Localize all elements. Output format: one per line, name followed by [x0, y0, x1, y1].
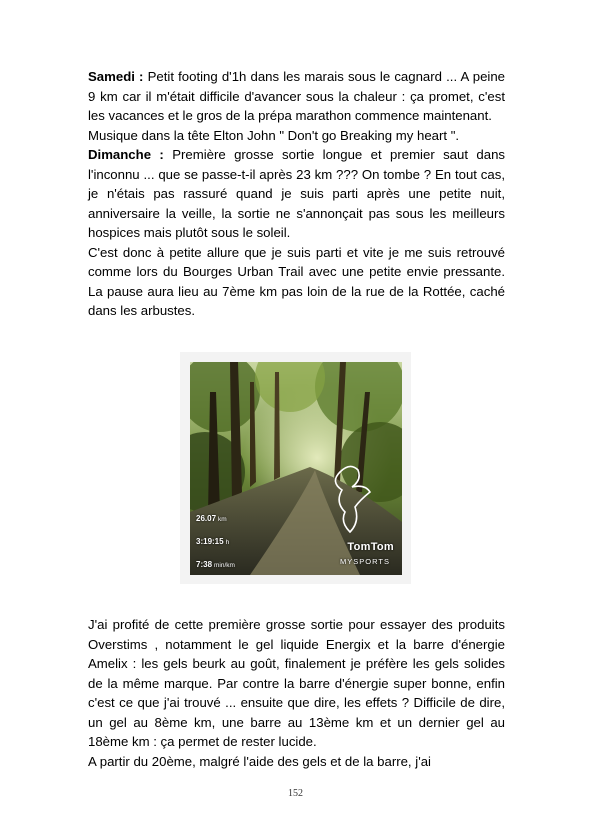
- paragraph-after-20: [88, 752, 505, 772]
- paragraph-text: Première grosse sortie longue et premier saut dans l'inconnu ... que se passe-t-il après 23 km ??? On tombe ? En tout cas, je n'étais pas rassuré quand je suis parti après une petite nuit, anniversaire la veille, la sortie ne s'annonçait pas sous les meilleurs hospices mais plutôt sous le soleil.: [88, 147, 505, 240]
- duration-value: 3:19:15: [196, 537, 224, 546]
- page-number: 152: [288, 788, 303, 799]
- brand-logo: TomTom: [347, 541, 394, 553]
- run-photo: [190, 362, 402, 575]
- distance-unit: km: [218, 516, 227, 523]
- paragraph-dimanche: [88, 145, 505, 243]
- stat-pace: [196, 560, 235, 569]
- body-text-top: [88, 67, 505, 321]
- paragraph-text: C'est donc à petite allure que je suis parti et vite je me suis retrouvé comme lors du Bourges Urban Trail avec une petite envie pressante. La pause aura lieu au 7ème km pas loin de la rue de la Rottée, caché dans les arbustes.: [88, 244, 505, 318]
- paragraph-music: [88, 126, 505, 146]
- day-label-dimanche: Dimanche :: [88, 147, 164, 162]
- paragraph-text: Musique dans la tête Elton John " Don't go Breaking my heart ".: [88, 127, 460, 143]
- day-label-samedi: Samedi :: [88, 69, 144, 84]
- paragraph-products: [88, 615, 505, 752]
- duration-unit: h: [225, 539, 230, 546]
- paragraph-samedi: [88, 67, 505, 126]
- distance-value: 26.07: [196, 514, 217, 523]
- paragraph-text: A partir du 20ème, malgré l'aide des gels et de la barre, j'ai: [88, 753, 431, 769]
- paragraph-text: Petit footing d'1h dans les marais sous le cagnard ... A peine 9 km car il m'était difficile d'avancer sous la chaleur : ça promet, c'est les vacances et le gros de la prépa marathon commence maintenant.: [88, 69, 506, 123]
- pace-value: 7:38: [196, 560, 213, 569]
- pace-unit: min/km: [214, 562, 235, 569]
- stat-distance: [196, 514, 227, 523]
- paragraph-allure: [88, 243, 505, 321]
- brand-sub: MYSPORTS: [340, 557, 390, 566]
- paragraph-text: J'ai profité de cette première grosse sortie pour essayer des produits Overstims , notamment le gel liquide Energix et la barre d'énergie Amelix : les gels beurk au goût, finalement je préfère les gels solides de la même marque. Par contre la barre d'énergie super bonne, enfin c'est ce que j'ai trouvé ... ensuite que dire, les effets ? Difficile de dire, un gel au 8ème km, une barre au 13ème km et un dernier gel au 18ème km : ça permet de rester lucide.: [88, 617, 505, 749]
- body-text-bottom: [88, 615, 505, 771]
- stat-duration: [196, 537, 229, 546]
